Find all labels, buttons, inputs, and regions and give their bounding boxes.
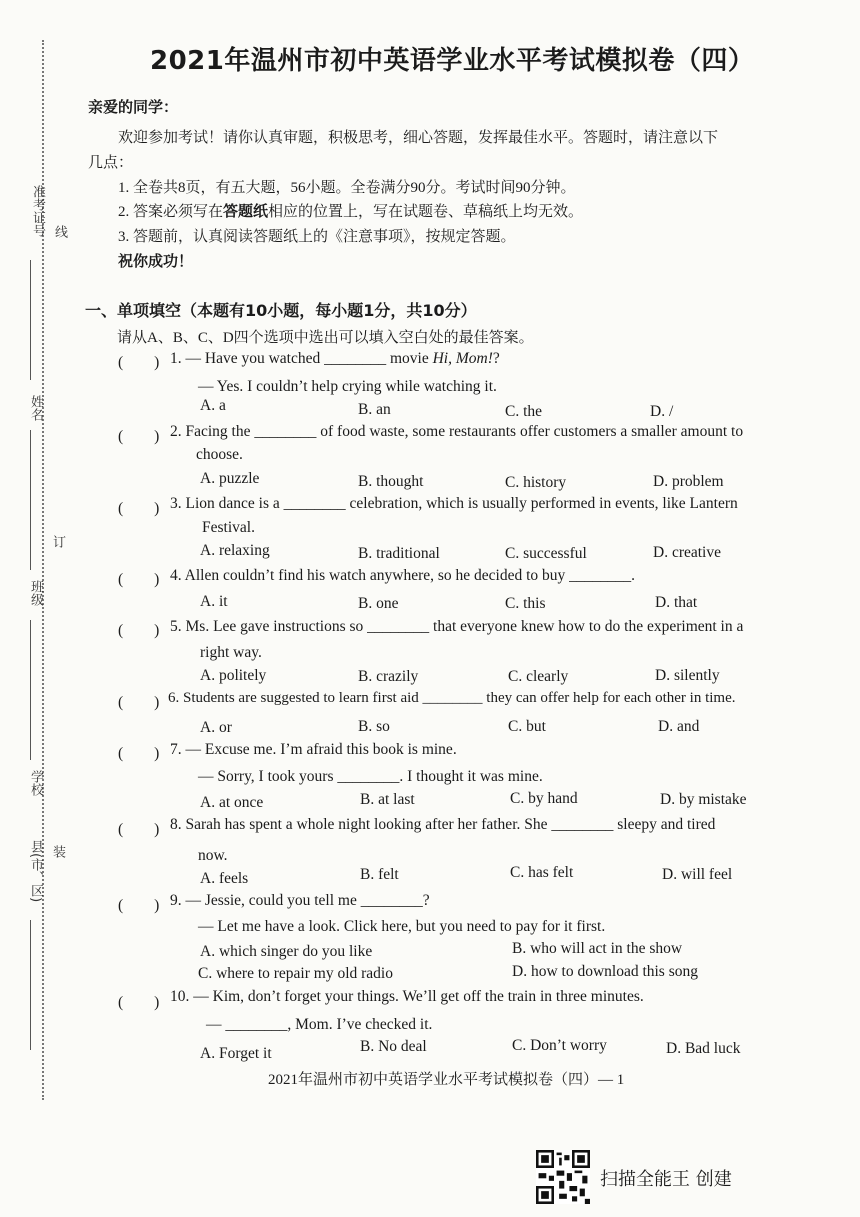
- question-1-line-2: — Yes. I couldn’t help crying while watching it.: [198, 378, 497, 395]
- answer-bracket-2: ( ): [118, 428, 160, 445]
- question-4-line-1: 4. Allen couldn’t find his watch anywhere, so he decided to buy ________.: [170, 567, 636, 584]
- answer-bracket-8: ( ): [118, 821, 160, 838]
- scanner-watermark: 扫描全能王 创建: [600, 1169, 732, 1190]
- margin-fill-line-3: [30, 620, 31, 760]
- q9-option-c: C. where to repair my old radio: [198, 965, 393, 982]
- margin-label-exam-id: 准考证号: [30, 185, 45, 237]
- answer-bracket-10: ( ): [118, 994, 160, 1011]
- question-8-line-1: 8. Sarah has spent a whole night looking after her father. She ________ sleepy and tired: [170, 816, 716, 833]
- q6-option-d: D. and: [658, 718, 700, 735]
- question-9-line-2: — Let me have a look. Click here, but you need to pay for it first.: [198, 918, 606, 935]
- q8-option-a: A. feels: [200, 870, 249, 887]
- intro-line-3: [118, 200, 583, 221]
- greeting: 亲爱的同学：: [88, 100, 179, 116]
- answer-bracket-3: ( ): [118, 500, 160, 517]
- answer-bracket-5: ( ): [118, 622, 160, 639]
- intro-line-4: 3. 答题前，认真阅读答题纸上的《注意事项》，按规定答题。: [118, 229, 516, 245]
- qr-code-icon: [536, 1150, 590, 1204]
- good-luck: 祝你成功！: [118, 254, 194, 270]
- q3-option-b: B. traditional: [358, 545, 440, 562]
- q10-option-b: B. No deal: [360, 1038, 427, 1055]
- question-10-line-1: 10. — Kim, don’t forget your things. We’ll get off the train in three minutes.: [170, 988, 644, 1005]
- margin-label-class: 班级: [28, 580, 43, 606]
- q3-option-a: A. relaxing: [200, 542, 270, 559]
- q4-option-c: C. this: [505, 595, 546, 612]
- q7-option-c: C. by hand: [510, 790, 578, 807]
- q10-option-c: C. Don’t worry: [512, 1037, 607, 1054]
- margin-label-name: 姓名: [28, 395, 43, 421]
- q6-option-a: A. or: [200, 719, 232, 736]
- margin-label-school: 学校: [28, 770, 43, 796]
- answer-bracket-9: ( ): [118, 897, 160, 914]
- q1-text-a: 1. — Have you watched ________ movie: [170, 350, 433, 367]
- answer-sheet-emphasis: 答题纸: [223, 204, 269, 220]
- q4-option-d: D. that: [655, 594, 698, 611]
- intro-line-3a: 2. 答案必须写在: [118, 204, 224, 220]
- q8-option-d: D. will feel: [662, 866, 733, 883]
- margin-fill-line-4: [30, 920, 31, 1050]
- question-6-line-1: 6. Students are suggested to learn first aid ________ they can offer help for each other in time.: [168, 690, 736, 706]
- answer-bracket-7: ( ): [118, 745, 160, 762]
- q9-option-a: A. which singer do you like: [200, 943, 373, 960]
- intro-line-1b: 几点：: [88, 155, 134, 171]
- margin-label-county: 县(市、区): [28, 840, 43, 903]
- question-10-line-2: — ________, Mom. I’ve checked it.: [206, 1016, 433, 1033]
- question-2-line-1: 2. Facing the ________ of food waste, some restaurants offer customers a smaller amount to: [170, 423, 744, 440]
- q1-movie-title: Hi, Mom!: [432, 350, 493, 367]
- q6-option-b: B. so: [358, 718, 390, 735]
- question-5-line-1: 5. Ms. Lee gave instructions so ________ that everyone knew how to do the experiment in a: [170, 618, 744, 635]
- q4-option-a: A. it: [200, 593, 228, 610]
- page-footer: 2021年温州市初中英语学业水平考试模拟卷（四）— 1: [268, 1072, 625, 1088]
- margin-label-line: 线: [52, 225, 67, 238]
- q5-option-b: B. crazily: [358, 668, 419, 685]
- margin-fill-line-2: [30, 430, 31, 570]
- q5-option-d: D. silently: [655, 667, 720, 684]
- margin-label-install: 装: [50, 845, 65, 858]
- q7-option-b: B. at last: [360, 791, 415, 808]
- q1-option-a: A. a: [200, 397, 226, 414]
- q6-option-c: C. but: [508, 718, 546, 735]
- question-1-line-1: [170, 350, 500, 368]
- answer-bracket-4: ( ): [118, 571, 160, 588]
- question-3-line-1: 3. Lion dance is a ________ celebration, which is usually performed in events, like Lantern: [170, 495, 738, 512]
- question-8-line-2: now.: [198, 847, 228, 864]
- intro-line-3c: 相应的位置上，写在试题卷、草稿纸上均无效。: [268, 204, 584, 220]
- q7-option-d: D. by mistake: [660, 791, 747, 808]
- q1-option-b: B. an: [358, 401, 391, 418]
- q9-option-d: D. how to download this song: [512, 963, 698, 980]
- section-1-heading: 一、单项填空（本题有10小题，每小题1分，共10分）: [85, 301, 477, 320]
- q1-option-d: D. /: [650, 403, 674, 420]
- q3-option-c: C. successful: [505, 545, 587, 562]
- q2-option-b: B. thought: [358, 473, 424, 490]
- q8-option-c: C. has felt: [510, 864, 574, 881]
- q10-option-d: D. Bad luck: [666, 1040, 741, 1057]
- question-7-line-2: — Sorry, I took yours ________. I thought it was mine.: [198, 768, 543, 785]
- q2-option-c: C. history: [505, 474, 567, 491]
- section-1-instruction: 请从A、B、C、D四个选项中选出可以填入空白处的最佳答案。: [117, 330, 534, 346]
- question-3-line-2: Festival.: [202, 519, 255, 536]
- q4-option-b: B. one: [358, 595, 399, 612]
- question-5-line-2: right way.: [200, 644, 262, 661]
- question-2-line-2: choose.: [196, 446, 243, 463]
- margin-fill-line-1: [30, 260, 31, 380]
- answer-bracket-6: ( ): [118, 694, 160, 711]
- q10-option-a: A. Forget it: [200, 1045, 272, 1062]
- answer-bracket-1: ( ): [118, 354, 160, 371]
- q5-option-c: C. clearly: [508, 668, 569, 685]
- q2-option-a: A. puzzle: [200, 470, 260, 487]
- q1-option-c: C. the: [505, 403, 543, 420]
- q1-text-b: ?: [492, 350, 500, 367]
- q7-option-a: A. at once: [200, 794, 264, 811]
- q2-option-d: D. problem: [653, 473, 724, 490]
- intro-line-2: 1. 全卷共8页，有五大题，56小题。全卷满分90分。考试时间90分钟。: [118, 180, 576, 196]
- q5-option-a: A. politely: [200, 667, 267, 684]
- question-7-line-1: 7. — Excuse me. I’m afraid this book is mine.: [170, 741, 457, 758]
- intro-line-1: 欢迎参加考试！请你认真审题，积极思考，细心答题，发挥最佳水平。答题时，请注意以下: [118, 130, 719, 146]
- q8-option-b: B. felt: [360, 866, 399, 883]
- question-9-line-1: 9. — Jessie, could you tell me ________?: [170, 892, 430, 909]
- exam-title: 2021年温州市初中英语学业水平考试模拟卷（四）: [150, 46, 755, 76]
- q9-option-b: B. who will act in the show: [512, 940, 683, 957]
- q3-option-d: D. creative: [653, 544, 721, 561]
- margin-label-bind: 订: [50, 535, 65, 548]
